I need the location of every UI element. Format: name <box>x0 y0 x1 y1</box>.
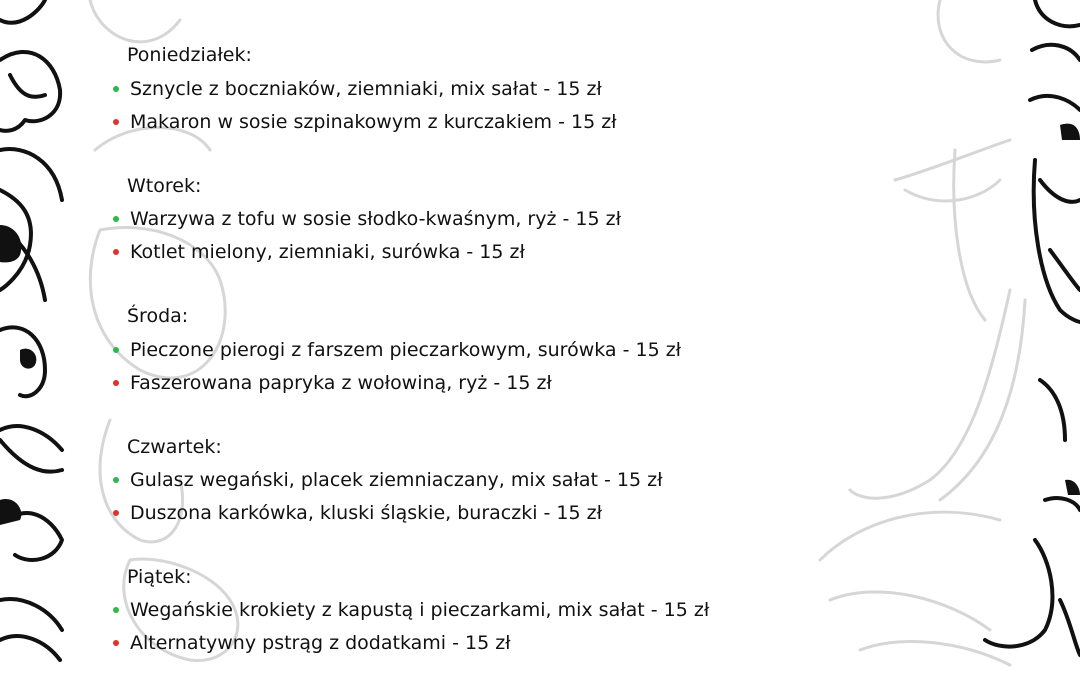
dish-text: Pieczone pierogi z farszem pieczarkowym, surówka - 15 zł <box>130 339 682 361</box>
dish-text: Faszerowana papryka z wołowiną, ryż - 15 zł <box>130 372 552 394</box>
green-dot-icon <box>113 347 119 353</box>
dish-text: Makaron w sosie szpinakowym z kurczakiem - 15 zł <box>130 111 617 133</box>
dish-text: Alternatywny pstrąg z dodatkami - 15 zł <box>130 632 511 654</box>
vegetable-sketch-left-icon <box>0 0 62 660</box>
dish-text: Sznycle z boczniaków, ziemniaki, mix sałat - 15 zł <box>130 78 602 100</box>
green-dot-icon <box>113 216 119 222</box>
green-dot-icon <box>113 477 119 483</box>
green-dot-icon <box>113 86 119 92</box>
day-title: Wtorek: <box>127 175 202 197</box>
dish-text: Kotlet mielony, ziemniaki, surówka - 15 zł <box>130 241 525 263</box>
red-dot-icon <box>113 249 119 255</box>
day-title: Czwartek: <box>127 436 222 458</box>
red-dot-icon <box>113 640 119 646</box>
dish-text: Warzywa z tofu w sosie słodko-kwaśnym, ryż - 15 zł <box>130 208 621 230</box>
day-title: Poniedziałek: <box>127 44 252 66</box>
day-title: Piątek: <box>127 566 192 588</box>
dish-text: Wegańskie krokiety z kapustą i pieczarkami, mix sałat - 15 zł <box>130 599 710 621</box>
day-title: Środa: <box>127 305 189 327</box>
dish-text: Duszona karkówka, kluski śląskie, buraczki - 15 zł <box>130 502 602 524</box>
red-dot-icon <box>113 380 119 386</box>
green-dot-icon <box>113 607 119 613</box>
vegetable-sketch-right-icon <box>985 0 1080 655</box>
red-dot-icon <box>113 119 119 125</box>
red-dot-icon <box>113 510 119 516</box>
dish-text: Gulasz wegański, placek ziemniaczany, mix sałat - 15 zł <box>130 469 663 491</box>
